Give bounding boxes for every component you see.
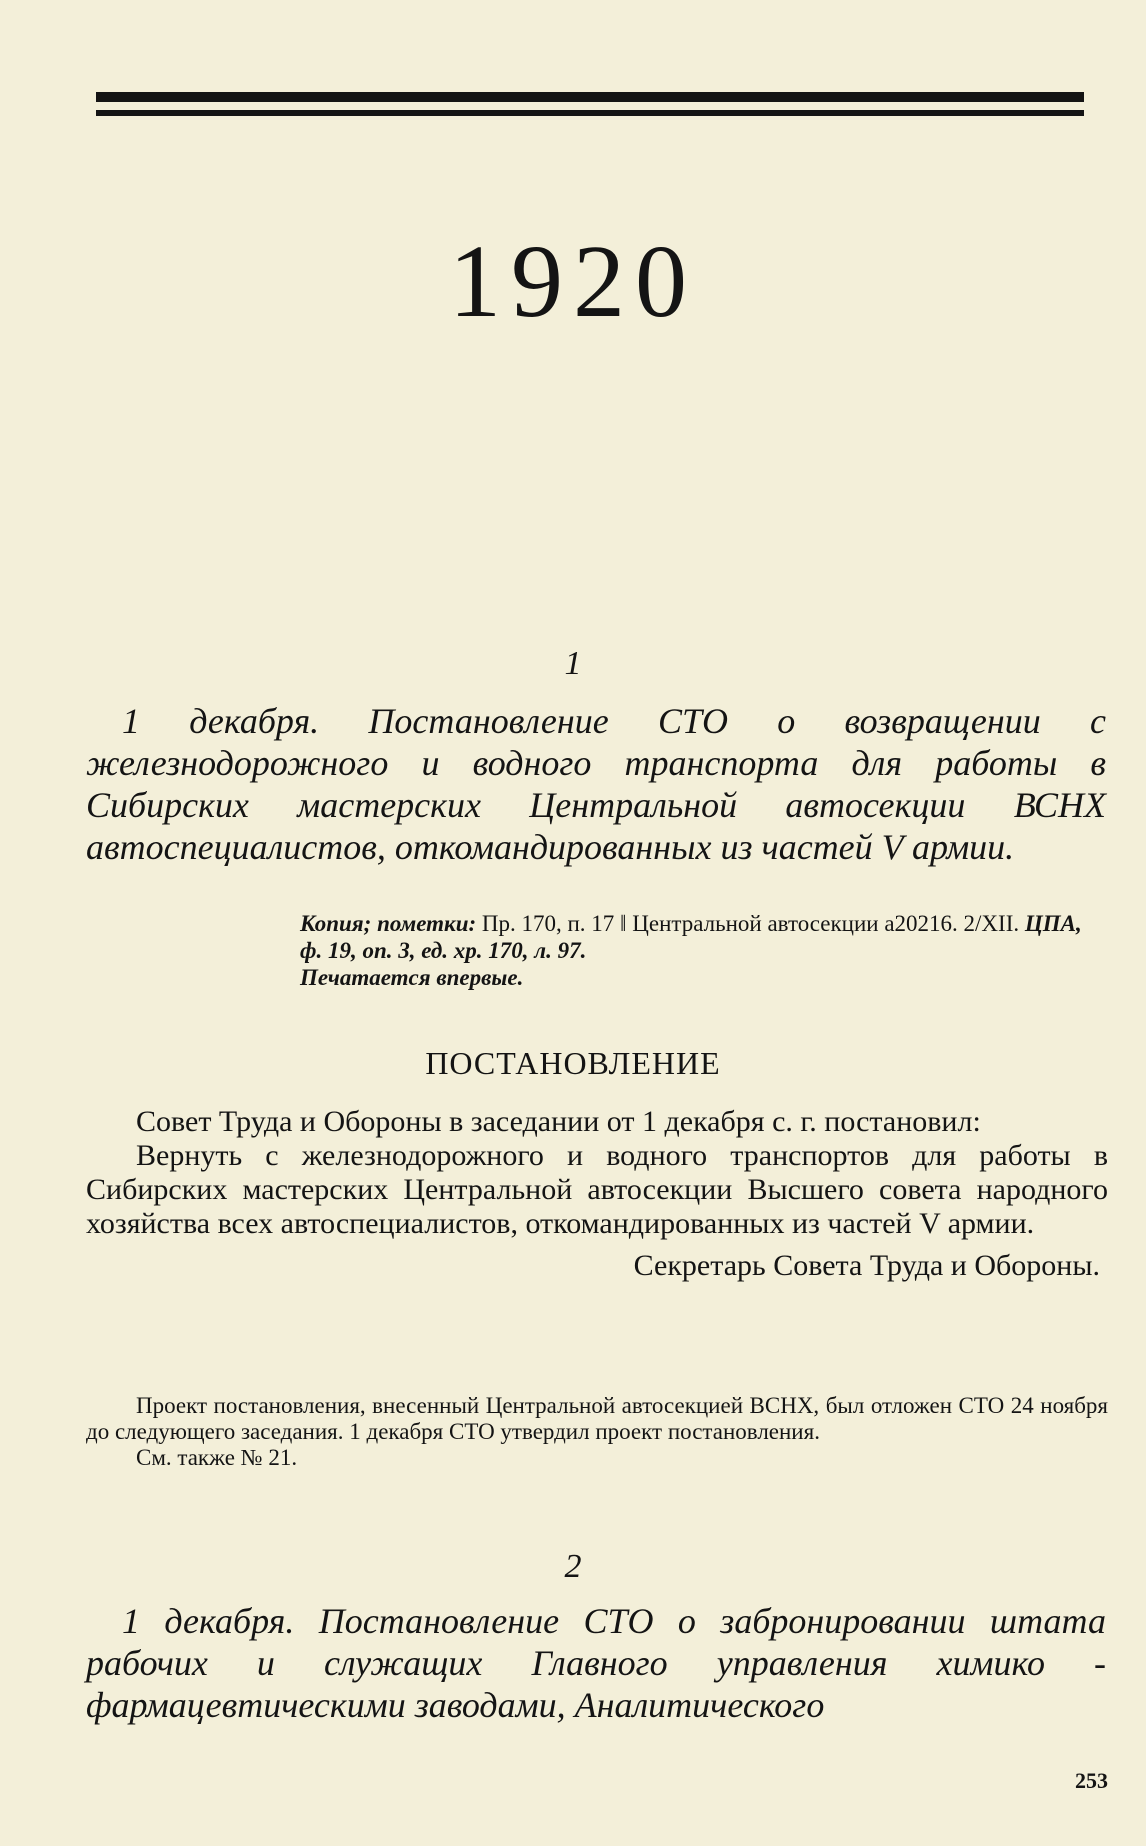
document-title	[86, 1600, 1106, 1726]
document-number: 1	[564, 645, 582, 682]
source-reference	[300, 910, 1108, 991]
year-heading: 1920	[449, 224, 697, 339]
page-number: 253	[1075, 1768, 1108, 1793]
resolution-paragraph: Совет Труда и Обороны в заседании от 1 декабря с. г. постановил:	[136, 1105, 981, 1138]
document-number: 2	[564, 1548, 582, 1585]
publication-note: Печатается впервые.	[300, 965, 524, 990]
source-line	[300, 910, 1108, 964]
resolution-body	[86, 1105, 1108, 1283]
top-rule-thin	[96, 110, 1084, 116]
archive-reference: ЦПА, ф. 19, оп. 3, ед. хр. 170, л. 97.	[300, 911, 1082, 963]
source-label: Копия; пометки:	[300, 911, 477, 936]
source-text: Пр. 170, п. 17 ‖ Центральной автосекции а20216. 2/XII.	[476, 911, 1020, 936]
editorial-note	[86, 1393, 1108, 1471]
note-paragraph: См. также № 21.	[136, 1445, 298, 1470]
signature: Секретарь Совета Труда и Обороны.	[633, 1249, 1100, 1282]
document-title-text: 1 декабря. Постановление СТО о возвращении с железнодорожного и водного транспорта для работы в Сибирских мастерских Центральной автосекции ВСНХ автоспециалистов, откомандированных из частей V армии.	[86, 701, 1106, 867]
document-title-text: 1 декабря. Постановление СТО о забронировании штата рабочих и служащих Главного управления химико - фармацевтическими заводами, Аналитического	[86, 1601, 1106, 1725]
note-paragraph: Проект постановления, внесенный Центральной автосекцией ВСНХ, был отложен СТО 24 ноября до следующего заседания. 1 декабря СТО утвердил проект постановления.	[86, 1393, 1108, 1444]
resolution-paragraph: Вернуть с железнодорожного и водного транспортов для работы в Сибирских мастерских Центральной автосекции Высшего совета народного хозяйства всех автоспециалистов, откомандированных из частей V армии.	[86, 1139, 1108, 1240]
document-title	[86, 700, 1106, 868]
top-rule-thick	[96, 92, 1084, 102]
resolution-heading: ПОСТАНОВЛЕНИЕ	[425, 1045, 721, 1081]
